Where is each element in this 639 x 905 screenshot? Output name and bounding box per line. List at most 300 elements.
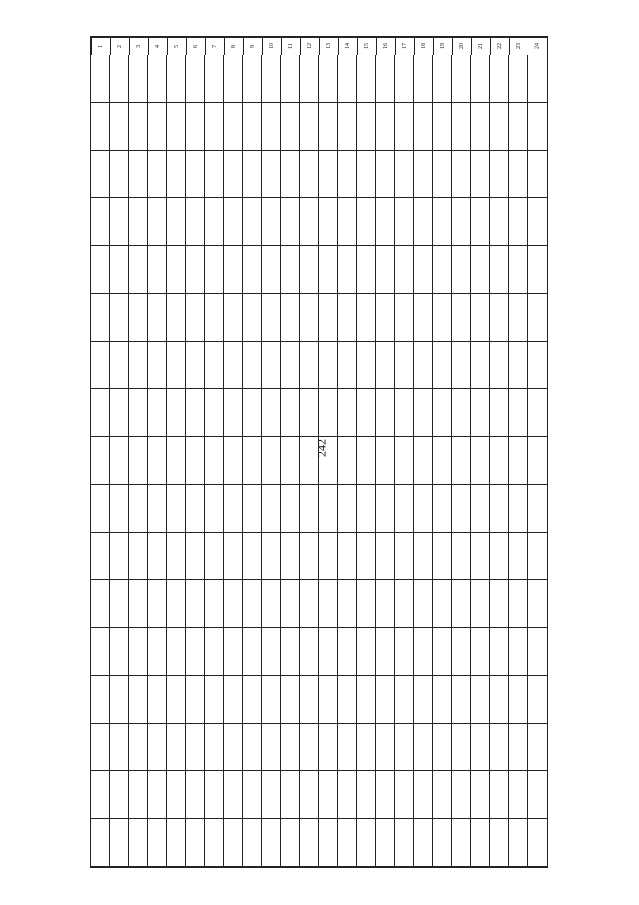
table-cell (433, 198, 452, 246)
table-cell (471, 771, 490, 819)
table-cell (433, 151, 452, 199)
table-cell (528, 294, 547, 342)
table-cell (224, 628, 243, 676)
table-cell (452, 55, 471, 103)
table-cell (452, 151, 471, 199)
table-cell (129, 485, 148, 533)
table-cell (509, 246, 528, 294)
table-cell (528, 246, 547, 294)
table-cell (281, 676, 300, 724)
table-header-cell: 19 (433, 37, 452, 55)
table-cell (129, 771, 148, 819)
table-cell (243, 533, 262, 581)
table-cell (376, 294, 395, 342)
table-cell (148, 819, 167, 867)
table-cell (262, 103, 281, 151)
table-cell (338, 819, 357, 867)
table-cell (243, 389, 262, 437)
table-header-cell: 23 (509, 37, 528, 55)
table-cell (129, 198, 148, 246)
table-cell (205, 724, 224, 772)
table-cell (110, 771, 129, 819)
table-cell (110, 389, 129, 437)
table-cell (129, 342, 148, 390)
table-cell (357, 151, 376, 199)
table-cell (129, 389, 148, 437)
table-cell (319, 628, 338, 676)
table-cell (148, 342, 167, 390)
table-cell (224, 485, 243, 533)
table-cell (186, 151, 205, 199)
table-cell (414, 246, 433, 294)
table-cell (471, 198, 490, 246)
table-cell (433, 103, 452, 151)
table-cell (110, 485, 129, 533)
table-cell (186, 819, 205, 867)
table-cell (414, 485, 433, 533)
table-cell (262, 485, 281, 533)
table-cell (509, 342, 528, 390)
table-cell (490, 55, 509, 103)
table-cell (110, 342, 129, 390)
table-cell (186, 342, 205, 390)
table-cell (110, 580, 129, 628)
table-cell (509, 294, 528, 342)
table-cell (490, 437, 509, 485)
table-cell (148, 533, 167, 581)
table-cell (357, 389, 376, 437)
table-cell (148, 628, 167, 676)
table-cell (205, 819, 224, 867)
table-cell (129, 151, 148, 199)
table-cell (224, 533, 243, 581)
table-cell (357, 724, 376, 772)
table-cell (148, 103, 167, 151)
table-cell (395, 151, 414, 199)
table-header-cell: 6 (186, 37, 205, 55)
table-cell (357, 103, 376, 151)
table-cell (300, 437, 319, 485)
table-header-cell: 3 (129, 37, 148, 55)
table-cell (91, 55, 110, 103)
table-header-cell: 14 (338, 37, 357, 55)
table-cell (262, 151, 281, 199)
table-cell (376, 771, 395, 819)
table-header-cell: 13 (319, 37, 338, 55)
table-cell (262, 342, 281, 390)
table-cell (357, 628, 376, 676)
table-cell (376, 103, 395, 151)
table-cell (186, 55, 205, 103)
table-cell (186, 198, 205, 246)
table-cell (490, 151, 509, 199)
table-cell (319, 389, 338, 437)
table-cell (452, 246, 471, 294)
table-cell (186, 103, 205, 151)
table-cell (319, 533, 338, 581)
table-cell (490, 628, 509, 676)
table-cell (186, 771, 205, 819)
table-cell (300, 103, 319, 151)
table-cell (433, 437, 452, 485)
table-cell (110, 628, 129, 676)
table-cell (376, 198, 395, 246)
table-cell (224, 103, 243, 151)
table-cell (395, 389, 414, 437)
table-cell (490, 246, 509, 294)
table-cell (452, 819, 471, 867)
table-cell (243, 246, 262, 294)
table-cell (338, 342, 357, 390)
table-cell (528, 342, 547, 390)
table-cell (433, 819, 452, 867)
table-cell (452, 533, 471, 581)
table-cell (471, 485, 490, 533)
table-cell (528, 771, 547, 819)
table-cell (509, 198, 528, 246)
table-cell (357, 771, 376, 819)
table-cell (167, 580, 186, 628)
table-cell (357, 198, 376, 246)
table-cell (490, 198, 509, 246)
table-cell (509, 389, 528, 437)
table-cell (148, 389, 167, 437)
table-cell (528, 151, 547, 199)
table-cell (338, 724, 357, 772)
table-cell (471, 151, 490, 199)
table-cell (300, 294, 319, 342)
table-cell (471, 628, 490, 676)
table-cell (243, 628, 262, 676)
table-cell (186, 246, 205, 294)
table-cell (414, 819, 433, 867)
table-cell (471, 389, 490, 437)
table-cell (262, 389, 281, 437)
table-cell (490, 389, 509, 437)
table-cell (528, 676, 547, 724)
table-cell (300, 819, 319, 867)
table-header-cell: 16 (376, 37, 395, 55)
data-table (90, 36, 548, 868)
table-cell (91, 389, 110, 437)
table-cell (167, 771, 186, 819)
table-cell (110, 151, 129, 199)
table-cell (452, 437, 471, 485)
table-cell (224, 294, 243, 342)
table-cell (110, 724, 129, 772)
table-cell (452, 389, 471, 437)
table-cell (148, 437, 167, 485)
table-cell (452, 724, 471, 772)
table-cell (110, 294, 129, 342)
table-cell (414, 533, 433, 581)
table-cell (509, 55, 528, 103)
table-cell (319, 246, 338, 294)
table-cell (376, 724, 395, 772)
table-cell (148, 580, 167, 628)
table-cell (167, 533, 186, 581)
table-cell (262, 628, 281, 676)
table-cell (509, 437, 528, 485)
table-cell (110, 437, 129, 485)
table-cell (433, 676, 452, 724)
table-cell (471, 819, 490, 867)
table-cell (300, 342, 319, 390)
table-cell (490, 819, 509, 867)
table-cell (262, 55, 281, 103)
table-cell (243, 724, 262, 772)
table-cell (414, 580, 433, 628)
table-cell (205, 771, 224, 819)
table-cell (91, 580, 110, 628)
table-cell (243, 55, 262, 103)
table-cell (490, 676, 509, 724)
table-header-cell: 10 (262, 37, 281, 55)
table-cell (91, 294, 110, 342)
table-cell (338, 103, 357, 151)
table-cell (110, 55, 129, 103)
table-header-cell: 20 (452, 37, 471, 55)
table-cell (452, 103, 471, 151)
table-cell (205, 533, 224, 581)
table-cell (471, 437, 490, 485)
table-cell (224, 437, 243, 485)
table-cell (471, 580, 490, 628)
table-cell (129, 819, 148, 867)
table-cell (243, 437, 262, 485)
table-cell (281, 628, 300, 676)
table-header-cell: 15 (357, 37, 376, 55)
table-cell (205, 294, 224, 342)
table-cell (528, 55, 547, 103)
table-cell (186, 628, 205, 676)
table-cell (433, 389, 452, 437)
table-cell (490, 485, 509, 533)
table-cell (224, 724, 243, 772)
table-cell (281, 294, 300, 342)
table-header-cell: 17 (395, 37, 414, 55)
table-cell (319, 771, 338, 819)
table-cell (148, 246, 167, 294)
table-cell (376, 342, 395, 390)
table-cell (509, 771, 528, 819)
table-cell (224, 198, 243, 246)
table-cell (224, 389, 243, 437)
table-cell (528, 485, 547, 533)
table-cell (281, 819, 300, 867)
table-cell (129, 103, 148, 151)
table-cell (319, 151, 338, 199)
table-cell (528, 819, 547, 867)
table-cell (509, 151, 528, 199)
table-cell (281, 580, 300, 628)
table-cell (452, 485, 471, 533)
table-cell (357, 580, 376, 628)
table-cell (395, 198, 414, 246)
table-cell (319, 342, 338, 390)
table-cell (300, 246, 319, 294)
table-cell (490, 771, 509, 819)
table-cell (148, 294, 167, 342)
table-cell (148, 724, 167, 772)
table-cell (338, 294, 357, 342)
table-cell (433, 771, 452, 819)
table-cell (167, 103, 186, 151)
table-cell (376, 580, 395, 628)
table-cell (205, 485, 224, 533)
table-cell (148, 198, 167, 246)
table-cell (490, 533, 509, 581)
table-cell (528, 724, 547, 772)
table-cell (357, 294, 376, 342)
table-cell (319, 103, 338, 151)
table-cell (186, 294, 205, 342)
table-cell (91, 724, 110, 772)
table-cell (338, 246, 357, 294)
table-cell (243, 294, 262, 342)
table-cell (414, 628, 433, 676)
table-cell (262, 198, 281, 246)
table-cell (129, 628, 148, 676)
table-cell (433, 580, 452, 628)
table-cell (110, 676, 129, 724)
table-cell (110, 198, 129, 246)
table-cell (300, 55, 319, 103)
table-cell (129, 676, 148, 724)
table-cell (338, 628, 357, 676)
table-cell (186, 676, 205, 724)
table-cell (148, 676, 167, 724)
table-cell (243, 771, 262, 819)
table-cell (452, 676, 471, 724)
table-cell (471, 676, 490, 724)
table-cell (395, 533, 414, 581)
table-cell (167, 724, 186, 772)
table-cell (490, 724, 509, 772)
table-cell (376, 246, 395, 294)
table-cell (205, 103, 224, 151)
table-cell (414, 342, 433, 390)
table-header-cell: 8 (224, 37, 243, 55)
table-cell (205, 246, 224, 294)
table-cell (414, 103, 433, 151)
table-cell (452, 580, 471, 628)
table-cell (357, 246, 376, 294)
table-cell (148, 55, 167, 103)
table-cell (110, 533, 129, 581)
table-cell (357, 819, 376, 867)
table-cell (186, 533, 205, 581)
table-cell (129, 533, 148, 581)
table-cell (319, 55, 338, 103)
table-cell (471, 294, 490, 342)
table-cell (224, 342, 243, 390)
table-cell (376, 676, 395, 724)
table-header-cell: 2 (110, 37, 129, 55)
table-cell (148, 771, 167, 819)
table-cell (528, 198, 547, 246)
table-cell (509, 533, 528, 581)
table-cell (129, 580, 148, 628)
table-cell (167, 55, 186, 103)
table-cell (509, 580, 528, 628)
table-cell (262, 724, 281, 772)
table-cell (281, 485, 300, 533)
table-cell (395, 103, 414, 151)
table-cell (338, 533, 357, 581)
table-cell (91, 437, 110, 485)
table-cell (433, 628, 452, 676)
table-cell (357, 485, 376, 533)
table-cell (338, 55, 357, 103)
table-cell (281, 533, 300, 581)
table-cell (205, 628, 224, 676)
table-cell (300, 580, 319, 628)
table-cell (509, 676, 528, 724)
table-cell (243, 580, 262, 628)
table-cell (300, 151, 319, 199)
table-cell (357, 342, 376, 390)
table-cell (167, 294, 186, 342)
table-cell (243, 342, 262, 390)
table-cell (281, 342, 300, 390)
table-cell (414, 724, 433, 772)
table-cell (452, 342, 471, 390)
table-cell (167, 389, 186, 437)
table-cell (110, 246, 129, 294)
table-cell (471, 246, 490, 294)
table-cell (452, 198, 471, 246)
table-cell (395, 485, 414, 533)
table-cell (262, 771, 281, 819)
table-cell (414, 294, 433, 342)
table-cell (509, 628, 528, 676)
table-cell (319, 580, 338, 628)
table-cell (433, 485, 452, 533)
table-cell (338, 198, 357, 246)
table-cell (300, 485, 319, 533)
table-cell (300, 198, 319, 246)
table-cell (243, 819, 262, 867)
table-cell (433, 342, 452, 390)
table-cell (319, 437, 338, 485)
table-cell (186, 389, 205, 437)
table-cell (300, 771, 319, 819)
table-cell (224, 55, 243, 103)
table-cell (509, 724, 528, 772)
table-cell (262, 294, 281, 342)
table-cell (490, 294, 509, 342)
table-header-cell: 4 (148, 37, 167, 55)
table-cell (167, 628, 186, 676)
table-cell (357, 533, 376, 581)
table-cell (224, 580, 243, 628)
table-cell (395, 819, 414, 867)
table-cell (414, 676, 433, 724)
table-cell (281, 55, 300, 103)
table-cell (319, 724, 338, 772)
table-cell (91, 198, 110, 246)
table-cell (91, 771, 110, 819)
table-cell (281, 389, 300, 437)
table-cell (300, 533, 319, 581)
table-cell (281, 771, 300, 819)
table-cell (376, 151, 395, 199)
table-cell (395, 628, 414, 676)
table-cell (91, 342, 110, 390)
table-cell (129, 246, 148, 294)
table-cell (395, 724, 414, 772)
